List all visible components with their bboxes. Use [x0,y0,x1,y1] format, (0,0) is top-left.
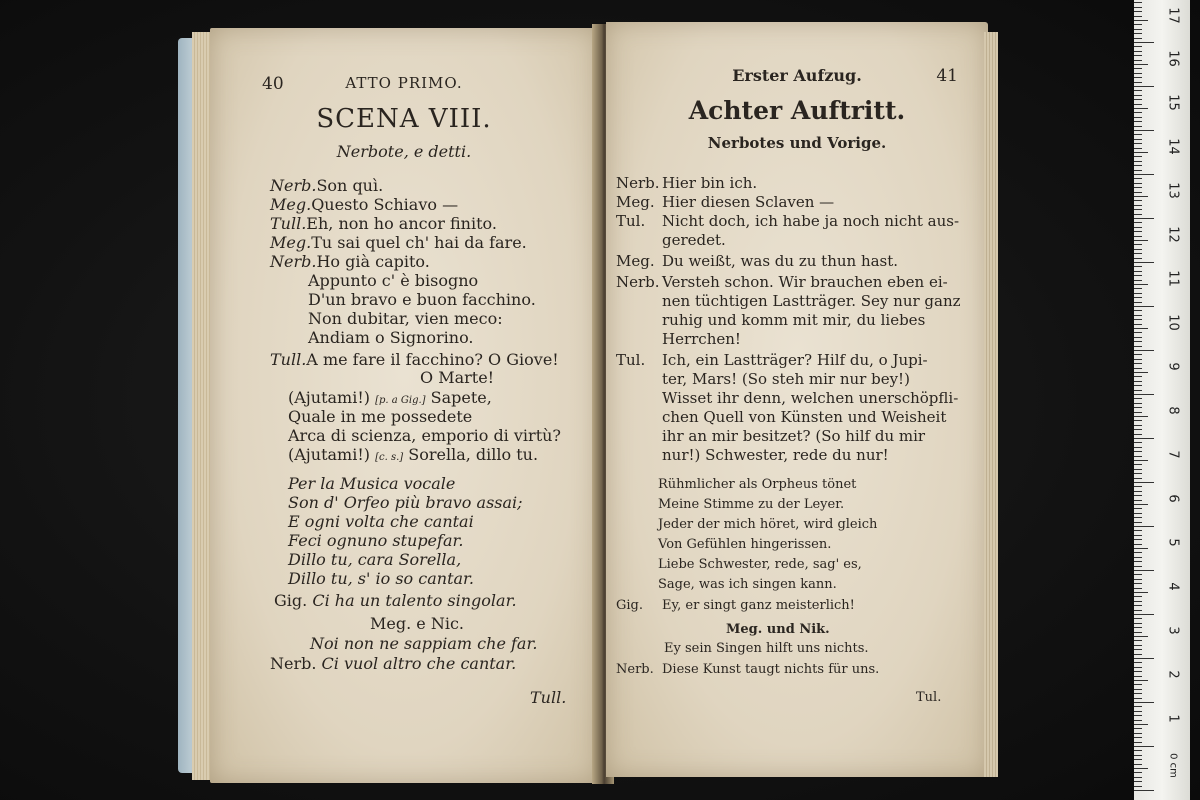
ruler-number: 9 [1165,362,1181,371]
ruler-tick [1134,469,1142,470]
ruler-tick [1134,759,1142,760]
ruler-tick [1134,258,1142,259]
ruler-tick [1134,152,1148,153]
duo-heading: Meg. und Nik. [726,622,830,637]
ruler-tick [1134,192,1142,193]
duo-line: Ey sein Singen hilft uns nichts. [664,641,869,656]
ruler-tick [1134,51,1142,52]
dialogue-line: D'un bravo e buon facchino. [308,290,536,309]
ruler-number: 6 [1165,494,1181,503]
characters-right: Nerbotes und Vorige. [707,134,887,152]
dialogue-line: Wisset ihr denn, welchen unerschöpfli- [662,389,959,407]
ruler-tick [1134,500,1142,501]
ruler-tick [1134,557,1142,558]
ruler-tick [1134,689,1142,690]
ruler-tick [1134,561,1142,562]
ruler-number: 17 [1165,7,1181,24]
ruler-tick [1134,596,1142,597]
ruler-tick [1134,777,1142,778]
ruler-tick [1134,337,1142,338]
ruler-tick [1134,60,1142,61]
ruler-number: 11 [1165,270,1181,287]
ruler-tick [1134,271,1142,272]
dialogue-line: Arca di scienza, emporio di virtù? [288,426,561,445]
ruler-tick [1134,720,1142,721]
dialogue-line: Meg.Tu sai quel ch' hai da fare. [270,233,527,252]
ruler-number: 12 [1165,226,1181,243]
ruler-tick [1134,733,1142,734]
ruler-tick [1134,236,1142,237]
ruler-tick [1134,170,1142,171]
ruler-tick [1134,55,1142,56]
ruler-tick [1134,315,1142,316]
ruler-tick [1134,143,1142,144]
ruler-tick [1134,570,1154,571]
ruler-tick [1134,434,1142,435]
ruler-tick [1134,33,1142,34]
ruler-tick [1134,786,1142,787]
ruler-tick [1134,126,1142,127]
ruler-tick [1134,209,1142,210]
ruler-tick [1134,416,1148,417]
dialogue-line: Tul. Nicht doch, ich habe ja noch nicht aus- [616,212,960,230]
dialogue-line: O Marte! [420,368,495,387]
ruler-tick [1134,148,1142,149]
ruler-tick [1134,605,1142,606]
ruler-tick [1134,240,1148,241]
page-number-right: 41 [936,66,958,86]
ruler-tick [1134,601,1142,602]
ruler-number: 8 [1165,406,1181,415]
dialogue-line: (Ajutami!) [p. a Gig.] Sapete, [288,388,492,407]
song-line: Jeder der mich höret, wird gleich [658,517,878,532]
ruler-tick [1134,658,1154,659]
ruler-tick [1134,73,1142,74]
ruler-tick [1134,381,1142,382]
ruler-tick [1134,227,1142,228]
dialogue-line: Andiam o Signorino. [308,328,474,347]
open-book [178,18,998,778]
gig-line: Gig. Ey, er singt ganz meisterlich! [616,598,855,613]
ruler-tick [1134,196,1148,197]
ruler-tick [1134,645,1142,646]
ruler-tick [1134,324,1142,325]
ruler-tick [1134,183,1142,184]
ruler-tick [1134,161,1142,162]
ruler-tick [1134,244,1142,245]
ruler-tick [1134,200,1142,201]
ruler-tick [1134,99,1142,100]
song-line: Sage, was ich singen kann. [658,577,837,592]
left-page [210,28,598,783]
ruler-tick [1134,332,1142,333]
ruler-tick [1134,706,1142,707]
ruler-tick [1134,11,1142,12]
ruler-tick [1134,772,1142,773]
ruler-tick [1134,456,1142,457]
ruler-tick [1134,46,1142,47]
ruler-tick [1134,390,1142,391]
ruler-tick [1134,253,1142,254]
dialogue-line: Meg. Du weißt, was du zu thun hast. [616,252,899,270]
ruler-tick [1134,341,1142,342]
ruler-tick [1134,592,1148,593]
ruler-tick [1134,407,1142,408]
ruler-tick [1134,676,1142,677]
ruler-tick [1134,715,1142,716]
ruler-tick [1134,205,1142,206]
ruler-tick [1134,275,1142,276]
ruler-number: 0 cm [1167,753,1179,778]
ruler-tick [1134,447,1142,448]
duo-line: Noi non ne sappiam che far. [310,634,538,653]
ruler-tick [1134,266,1142,267]
ruler-tick [1134,667,1142,668]
ruler-tick [1134,473,1142,474]
ruler-tick [1134,526,1154,527]
ruler-tick [1134,636,1148,637]
ruler-tick [1134,728,1142,729]
dialogue-line: Tull.Eh, non ho ancor finito. [270,214,497,233]
ruler-tick [1134,764,1142,765]
ruler-number: 14 [1165,138,1181,155]
ruler-tick [1134,319,1142,320]
dialogue-line: Tull.A me fare il facchino? O Giove! [270,350,559,369]
ruler-tick [1134,130,1154,131]
aria-line: Son d' Orfeo più bravo assai; [288,493,523,512]
ruler-tick [1134,552,1142,553]
ruler-tick [1134,310,1142,311]
ruler-tick [1134,368,1142,369]
ruler-tick [1134,280,1142,281]
nerb-line: Nerb. Diese Kunst taugt nichts für uns. [616,662,880,677]
aria-line: Per la Musica vocale [288,474,456,493]
measuring-ruler [1134,0,1190,800]
ruler-tick [1134,442,1142,443]
ruler-tick [1134,583,1142,584]
ruler-tick [1134,394,1154,395]
scene-title-right: Achter Auftritt. [688,96,906,125]
ruler-tick [1134,293,1142,294]
ruler-tick [1134,174,1154,175]
ruler-tick [1134,544,1142,545]
ruler-tick [1134,178,1142,179]
ruler-tick [1134,398,1142,399]
ruler-tick [1134,20,1148,21]
dialogue-line: nur!) Schwester, rede du nur! [662,446,889,464]
ruler-tick [1134,517,1142,518]
song-line: Von Gefühlen hingerissen. [658,537,832,552]
song-line: Rühmlicher als Orpheus tönet [658,477,857,492]
ruler-tick [1134,504,1148,505]
ruler-tick [1134,610,1142,611]
ruler-tick [1134,165,1142,166]
page-number-left: 40 [262,74,284,94]
ruler-tick [1134,86,1154,87]
dialogue-line: Nerb.Ho già capito. [270,252,430,271]
ruler-tick [1134,460,1148,461]
ruler-tick [1134,90,1142,91]
ruler-tick [1134,429,1142,430]
dialogue-line: Tul. Ich, ein Lastträger? Hilf du, o Jupi- [616,351,928,369]
right-page [606,22,988,777]
ruler-tick [1134,2,1142,3]
ruler-number: 2 [1165,670,1181,679]
ruler-tick [1134,623,1142,624]
song-line: Liebe Schwester, rede, sag' es, [658,557,862,572]
ruler-tick [1134,297,1142,298]
ruler-tick [1134,306,1154,307]
ruler-tick [1134,42,1154,43]
ruler-tick [1134,495,1142,496]
ruler-tick [1134,574,1142,575]
ruler-tick [1134,376,1142,377]
ruler-tick [1134,139,1142,140]
ruler-tick [1134,486,1142,487]
ruler-tick [1134,711,1142,712]
ruler-tick [1134,363,1142,364]
ruler-tick [1134,156,1142,157]
aria-line: Feci ognuno stupefar. [288,531,464,550]
ruler-tick [1134,513,1142,514]
ruler-number: 1 [1165,714,1181,723]
ruler-tick [1134,24,1142,25]
ruler-tick [1134,385,1142,386]
ruler-tick [1134,222,1142,223]
ruler-tick [1134,68,1142,69]
ruler-tick [1134,82,1142,83]
ruler-tick [1134,134,1142,135]
ruler-tick [1134,530,1142,531]
ruler-tick [1134,38,1142,39]
characters-left: Nerbote, e detti. [336,142,472,161]
ruler-tick [1134,535,1142,536]
ruler-tick [1134,579,1142,580]
dialogue-line: Appunto c' è bisogno [308,271,479,290]
ruler-tick [1134,478,1142,479]
ruler-tick [1134,702,1154,703]
ruler-tick [1134,614,1154,615]
ruler-tick [1134,354,1142,355]
ruler-tick [1134,464,1142,465]
ruler-tick [1134,588,1142,589]
ruler-tick [1134,627,1142,628]
ruler-tick [1134,108,1148,109]
ruler-number: 10 [1165,314,1181,331]
ruler-tick [1134,781,1142,782]
ruler-tick [1134,403,1142,404]
ruler-tick [1134,288,1142,289]
ruler-tick [1134,218,1154,219]
ruler-tick [1134,112,1142,113]
ruler-tick [1134,372,1148,373]
ruler-number: 13 [1165,182,1181,199]
ruler-tick [1134,790,1154,791]
ruler-tick [1134,187,1142,188]
gig-line: Gig. Ci ha un talento singolar. [274,591,517,610]
ruler-number: 15 [1165,94,1181,111]
ruler-tick [1134,746,1154,747]
ruler-tick [1134,214,1142,215]
ruler-tick [1134,522,1142,523]
page-block-right [984,32,998,777]
ruler-tick [1134,346,1142,347]
dialogue-line: Quale in me possedete [288,407,473,426]
ruler-tick [1134,249,1142,250]
dialogue-line: Non dubitar, vien meco: [308,309,503,328]
running-head-left: ATTO PRIMO. [345,74,463,92]
ruler-tick [1134,698,1142,699]
song-line: Meine Stimme zu der Leyer. [658,497,845,512]
ruler-tick [1134,768,1148,769]
ruler-tick [1134,425,1142,426]
dialogue-line: Nerb. Versteh schon. Wir brauchen eben ei- [616,273,948,291]
nerb-line: Nerb. Ci vuol altro che cantar. [270,654,517,673]
dialogue-line: Meg.Questo Schiavo — [270,195,459,214]
aria-line: Dillo tu, cara Sorella, [288,550,462,569]
ruler-tick [1134,117,1142,118]
ruler-tick [1134,640,1142,641]
ruler-tick [1134,438,1154,439]
ruler-tick [1134,95,1142,96]
dialogue-line: nen tüchtigen Lastträger. Sey nur ganz [662,292,961,310]
ruler-tick [1134,104,1142,105]
ruler-tick [1134,618,1142,619]
ruler-tick [1134,121,1142,122]
ruler-tick [1134,420,1142,421]
aria-line: Dillo tu, s' io so cantar. [288,569,475,588]
ruler-tick [1134,662,1142,663]
ruler-tick [1134,508,1142,509]
ruler-tick [1134,262,1154,263]
ruler-number: 3 [1165,626,1181,635]
duo-heading: Meg. e Nic. [370,614,464,633]
ruler-tick [1134,77,1142,78]
ruler-tick [1134,632,1142,633]
ruler-number: 16 [1165,50,1181,67]
ruler-tick [1134,724,1148,725]
ruler-tick [1134,451,1142,452]
scene-title-left: SCENA VIII. [316,104,492,134]
dialogue-line: Herrchen! [662,330,741,348]
ruler-tick [1134,693,1142,694]
ruler-tick [1134,684,1142,685]
dialogue-line: ihr an mir besitzet? (So hilf du mir [662,427,926,445]
ruler-number: 4 [1165,582,1181,591]
ruler-tick [1134,742,1142,743]
ruler-tick [1134,566,1142,567]
ruler-tick [1134,671,1142,672]
ruler-number: 7 [1165,450,1181,459]
ruler-tick [1134,302,1142,303]
ruler-tick [1134,231,1142,232]
ruler-tick [1134,654,1142,655]
dialogue-line: Meg. Hier diesen Sclaven — [616,193,835,211]
ruler-tick [1134,7,1142,8]
aria-line: E ogni volta che cantai [288,512,474,531]
dialogue-line: chen Quell von Künsten und Weisheit [662,408,947,426]
ruler-tick [1134,16,1142,17]
ruler-tick [1134,649,1142,650]
ruler-tick [1134,539,1142,540]
ruler-tick [1134,412,1142,413]
ruler-tick [1134,284,1148,285]
ruler-tick [1134,350,1154,351]
ruler-tick [1134,548,1148,549]
ruler-tick [1134,328,1148,329]
ruler-tick [1134,680,1148,681]
ruler-tick [1134,64,1148,65]
ruler-tick [1134,750,1142,751]
ruler-tick [1134,737,1142,738]
ruler-tick [1134,482,1154,483]
catchword-left: Tull. [530,688,567,707]
dialogue-line: (Ajutami!) [c. s.] Sorella, dillo tu. [288,445,539,464]
ruler-tick [1134,491,1142,492]
ruler-tick [1134,359,1142,360]
dialogue-line: Nerb.Son quì. [270,176,384,195]
ruler-tick [1134,755,1142,756]
dialogue-line: ruhig und komm mit mir, du liebes [662,311,926,329]
catchword-right: Tul. [916,690,942,705]
ruler-tick [1134,29,1142,30]
ruler-number: 5 [1165,538,1181,547]
dialogue-line: Nerb. Hier bin ich. [616,174,758,192]
dialogue-line: geredet. [662,231,726,249]
dialogue-line: ter, Mars! (So steh mir nur bey!) [662,370,910,388]
running-head-right: Erster Aufzug. [732,66,862,85]
